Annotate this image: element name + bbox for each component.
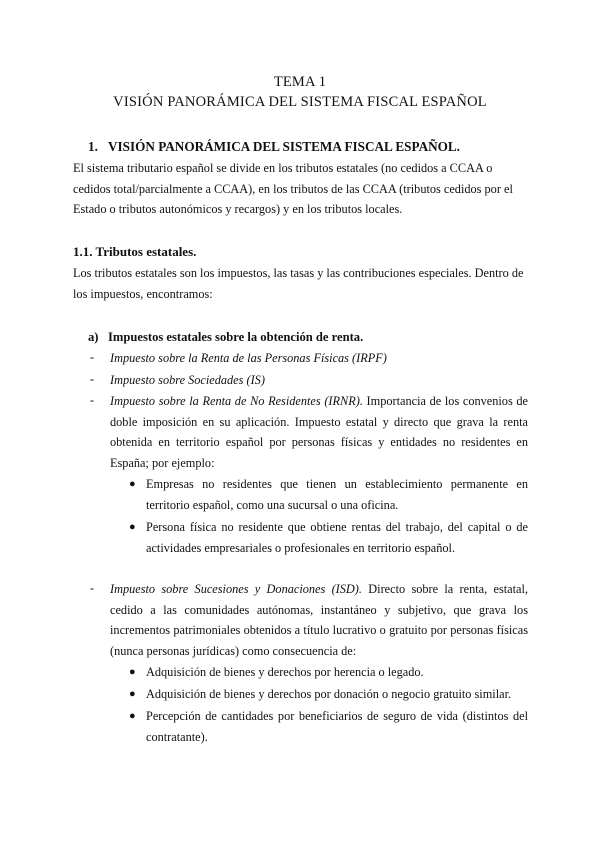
subsection-a-title: Impuestos estatales sobre la obtención de renta. [108, 330, 364, 344]
list-item-irnr: Impuesto sobre la Renta de No Residentes (IRNR). Importancia de los convenios de doble imposición en su aplicación. Impuesto estatal y directo que grava la renta obtenida en territorio español por personas físicas y entidades no residentes en España; por ejemplo: [110, 394, 529, 470]
list-item-is: Impuesto sobre Sociedades (IS) [110, 373, 265, 387]
section-1-1-paragraph: Los tributos estatales son los impuestos, las tasas y las contribuciones especiales. Dentro de los impuestos, encontramos: [73, 266, 524, 301]
isd-bullet-item: Adquisición de bienes y derechos por herencia o legado. [146, 665, 424, 679]
section-1-title: VISIÓN PANORÁMICA DEL SISTEMA FISCAL ESPAÑOL. [108, 139, 460, 154]
list-dash: - [90, 372, 95, 386]
list-item-irpf: Impuesto sobre la Renta de las Personas Físicas (IRPF) [110, 351, 387, 365]
bullet-icon: ● [129, 478, 136, 490]
irnr-bullet-item: Empresas no residentes que tienen un establecimiento permanente en territorio español, como una sucursal o una oficina. [146, 477, 528, 512]
list-dash: - [90, 581, 95, 595]
section-1-number: 1. [88, 139, 98, 154]
section-1-heading [88, 139, 460, 155]
bullet-icon: ● [129, 688, 136, 700]
doc-title: TEMA 1 [273, 74, 327, 90]
bullet-icon: ● [129, 666, 136, 678]
doc-subtitle: VISIÓN PANORÁMICA DEL SISTEMA FISCAL ESPAÑOL [113, 94, 487, 110]
list-dash: - [90, 350, 95, 364]
subsection-a-heading [88, 330, 363, 345]
bullet-icon: ● [129, 521, 136, 533]
subsection-a-number: a) [88, 330, 99, 344]
section-1-1-heading: 1.1. Tributos estatales. [73, 244, 197, 259]
irnr-bullet-item: Persona física no residente que obtiene rentas del trabajo, del capital o de actividades empresariales o profesionales en territorio español. [146, 520, 528, 555]
bullet-icon: ● [129, 710, 136, 722]
isd-bullet-item: Percepción de cantidades por beneficiarios de seguro de vida (distintos del contratante). [146, 709, 528, 744]
isd-bullet-item: Adquisición de bienes y derechos por donación o negocio gratuito similar. [146, 687, 512, 701]
section-1-paragraph: El sistema tributario español se divide en los tributos estatales (no cedidos a CCAA o cedidos total/parcialmente a CCAA), en los tributos de las CCAA (tributos cedidos por el Estado o tributos autonómicos y recargos) y en los tributos locales. [73, 161, 513, 217]
list-item-isd: Impuesto sobre Sucesiones y Donaciones (ISD). Directo sobre la renta, estatal, cedido a las comunidades autónomas, instantáneo y subjetivo, que grava los incrementos patrimoniales obtenidos a título lucrativo o gratuito por personas físicas (nunca personas jurídicas) como consecuencia de: [110, 582, 528, 658]
list-dash: - [90, 393, 95, 407]
